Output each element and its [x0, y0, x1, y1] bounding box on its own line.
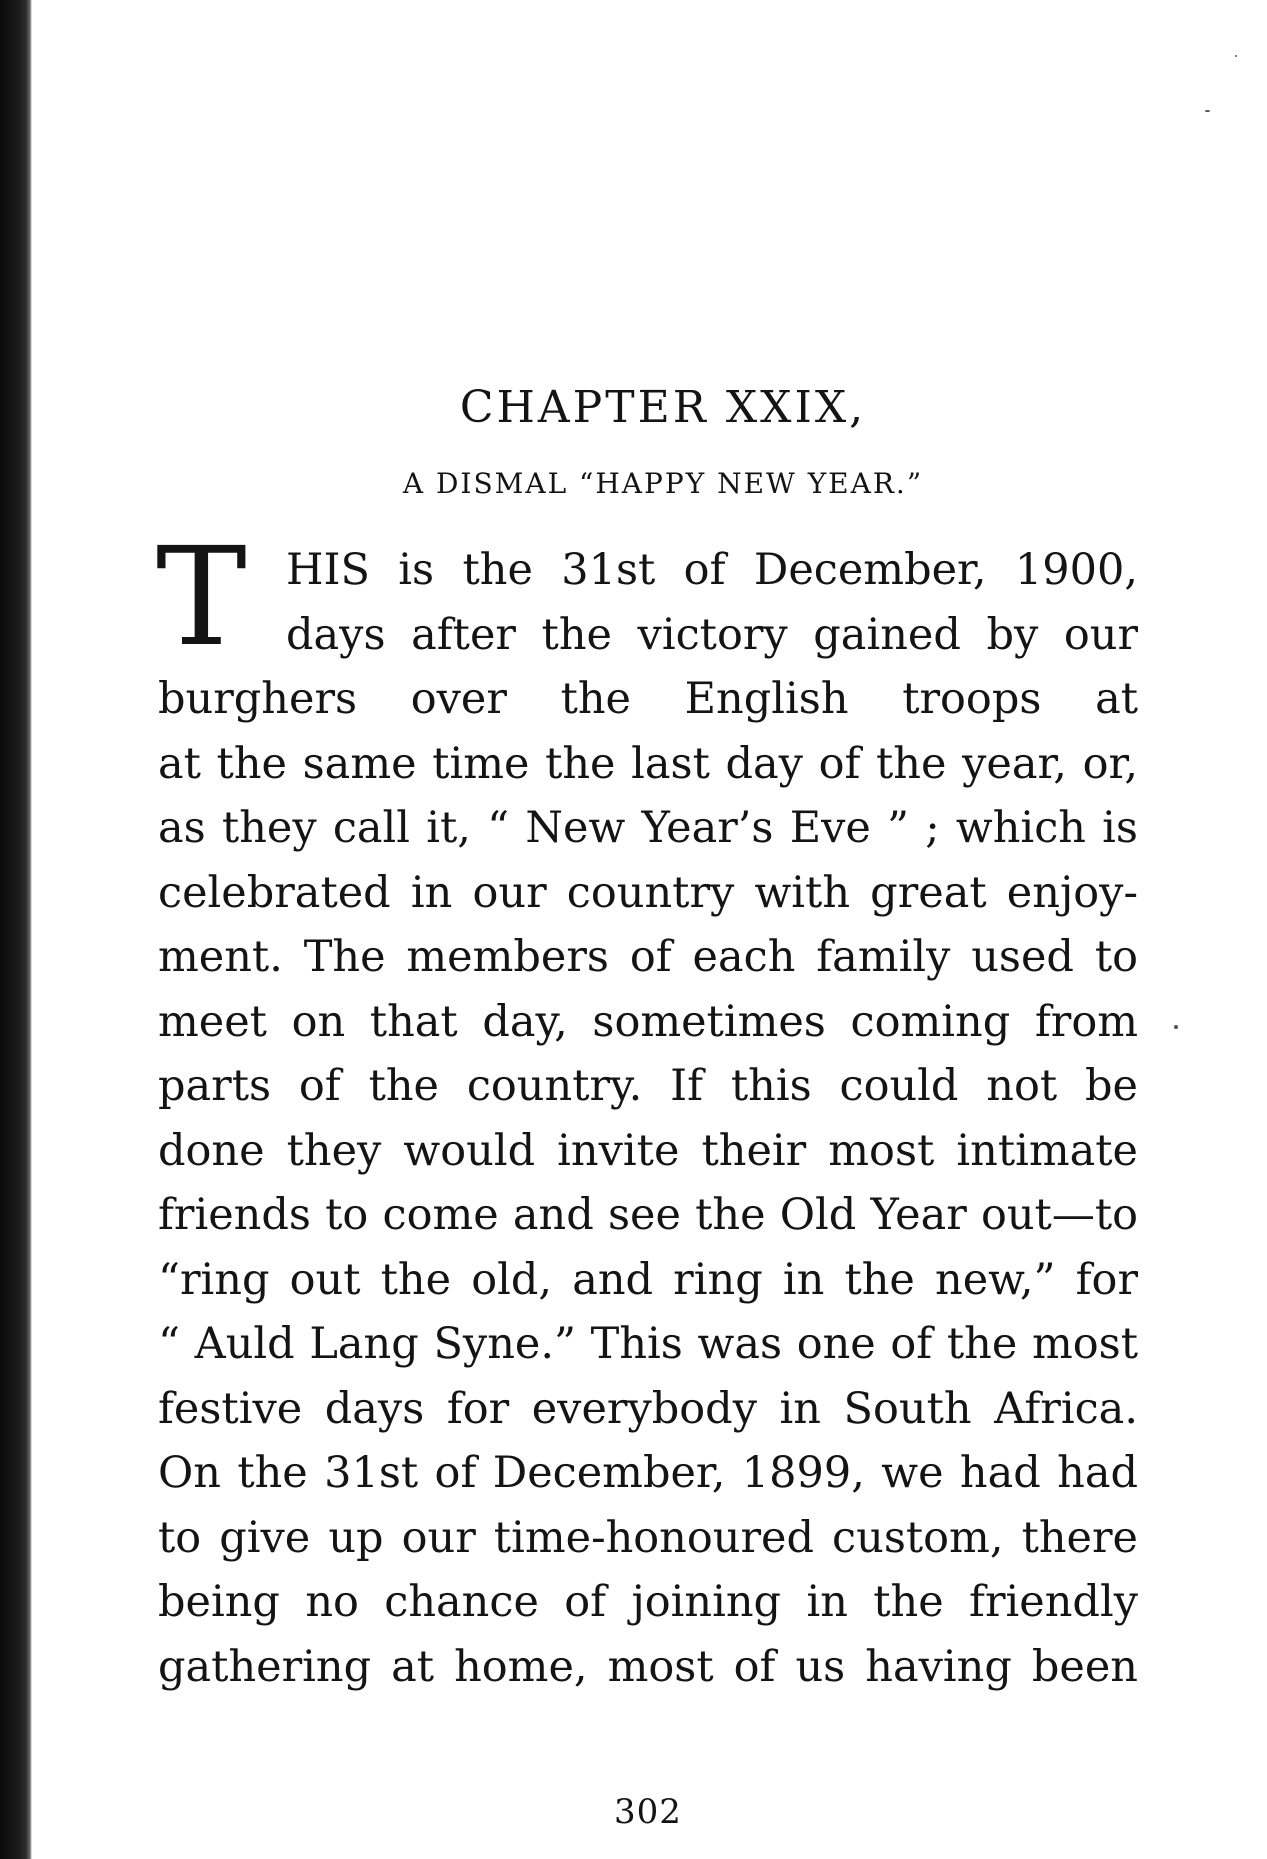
text-line: celebrated in our country with great enjoy- [158, 867, 1138, 918]
chapter-title: CHAPTER XXIX, [459, 382, 867, 433]
text-line: burghers over the English troops at [158, 674, 1138, 724]
page-number: 302 [614, 1792, 682, 1832]
text-line: On the 31st of December, 1899, we had had [158, 1448, 1138, 1498]
text-line: at the same time the last day of the year, or, [158, 738, 1138, 789]
text-line: festive days for everybody in South Africa. [158, 1383, 1138, 1434]
scan-speck [1174, 1025, 1178, 1029]
text-line: meet on that day, sometimes coming from [158, 996, 1138, 1047]
body-text [156, 519, 1138, 1699]
chapter-subtitle: A DISMAL “HAPPY NEW YEAR.” [402, 467, 924, 500]
text-line: “ Auld Lang Syne.” This was one of the most [158, 1319, 1138, 1369]
text-line: to give up our time-honoured custom, there [158, 1512, 1138, 1563]
text-line: gathering at home, most of us having been [158, 1641, 1138, 1692]
text-line: HIS is the 31st of December, 1900, [286, 545, 1138, 595]
text-line: friends to come and see the Old Year out—to [158, 1190, 1138, 1240]
text-line: as they call it, “ New Year’s Eve ” ; which is [158, 803, 1138, 853]
text-line: ment. The members of each family used to [158, 932, 1138, 982]
text-line: being no chance of joining in the friendly [158, 1577, 1138, 1627]
text-line: “ring out the old, and ring in the new,” for [158, 1254, 1138, 1305]
text-line: done they would invite their most intimate [158, 1125, 1138, 1176]
scan-speck [1205, 110, 1210, 112]
book-page [156, 380, 1138, 1832]
scan-speck [1235, 55, 1237, 57]
text-line: days after the victory gained by our [286, 609, 1138, 660]
scan-binding-edge [0, 0, 32, 1859]
text-line: parts of the country. If this could not be [158, 1061, 1138, 1111]
drop-cap: T [156, 519, 247, 677]
